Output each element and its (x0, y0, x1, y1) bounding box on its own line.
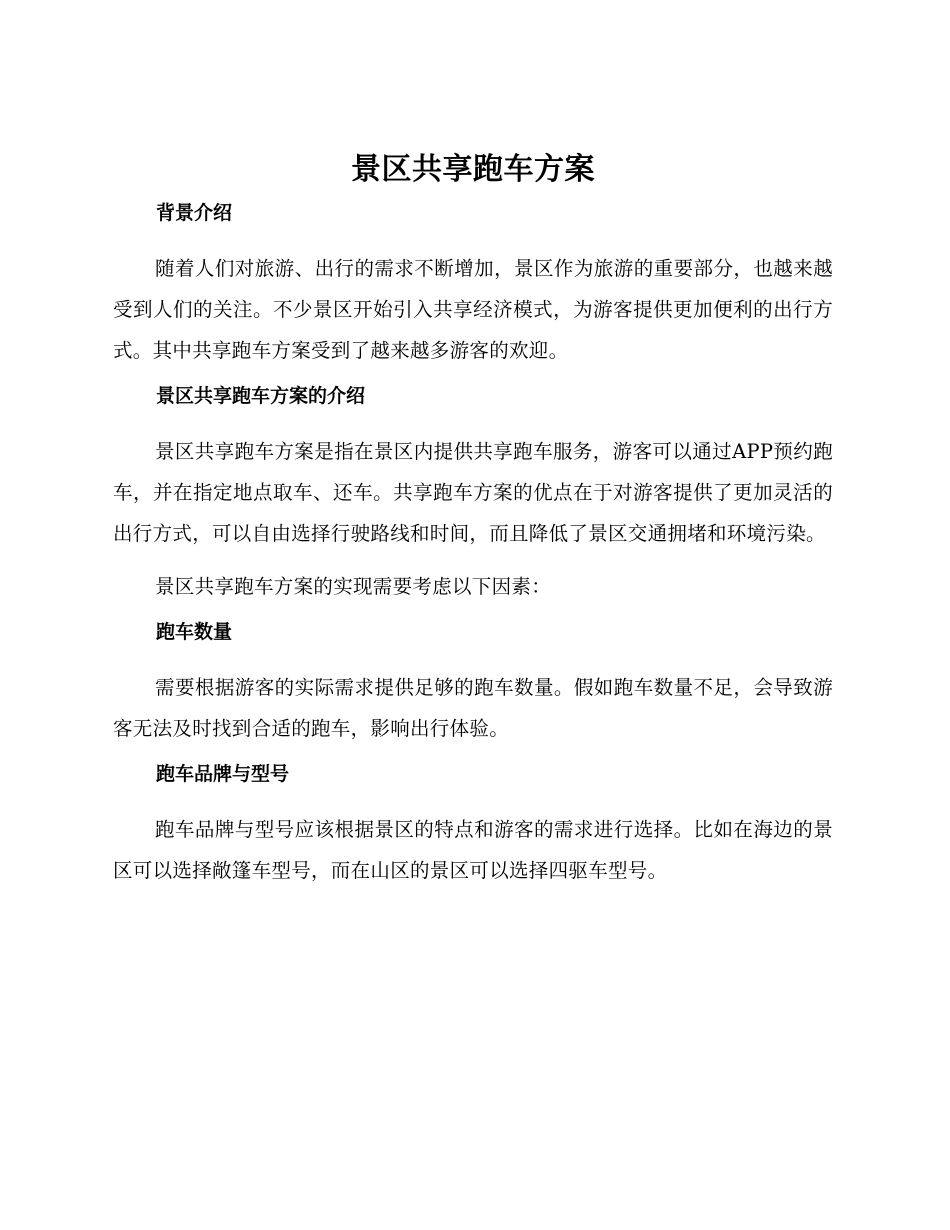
paragraph-car-quantity: 需要根据游客的实际需求提供足够的跑车数量。假如跑车数量不足，会导致游客无法及时找到合适的跑车，影响出行体验。 (113, 676, 833, 740)
section-heading-background: 背景介绍 (156, 202, 233, 224)
paragraph-introduction: 景区共享跑车方案是指在景区内提供共享跑车服务，游客可以通过APP预约跑车，并在指定地点取车、还车。共享跑车方案的优点在于对游客提供了更加灵活的出行方式，可以自由选择行驶路线和时间，而且降低了景区交通拥堵和环境污染。 (113, 440, 833, 545)
section-heading-introduction: 景区共享跑车方案的介绍 (156, 385, 366, 407)
section-heading-car-quantity: 跑车数量 (156, 621, 233, 643)
document-title: 景区共享跑车方案 (351, 152, 595, 187)
paragraph-factors: 景区共享跑车方案的实现需要考虑以下因素： (155, 575, 552, 598)
paragraph-background: 随着人们对旅游、出行的需求不断增加，景区作为旅游的重要部分，也越来越受到人们的关注。不少景区开始引入共享经济模式，为游客提供更加便利的出行方式。其中共享跑车方案受到了越来越多游客的欢迎。 (113, 257, 833, 362)
paragraph-brand-model: 跑车品牌与型号应该根据景区的特点和游客的需求进行选择。比如在海边的景区可以选择敞篷车型号，而在山区的景区可以选择四驱车型号。 (113, 818, 833, 882)
document-body (113, 150, 833, 903)
section-heading-brand-model: 跑车品牌与型号 (156, 763, 290, 785)
